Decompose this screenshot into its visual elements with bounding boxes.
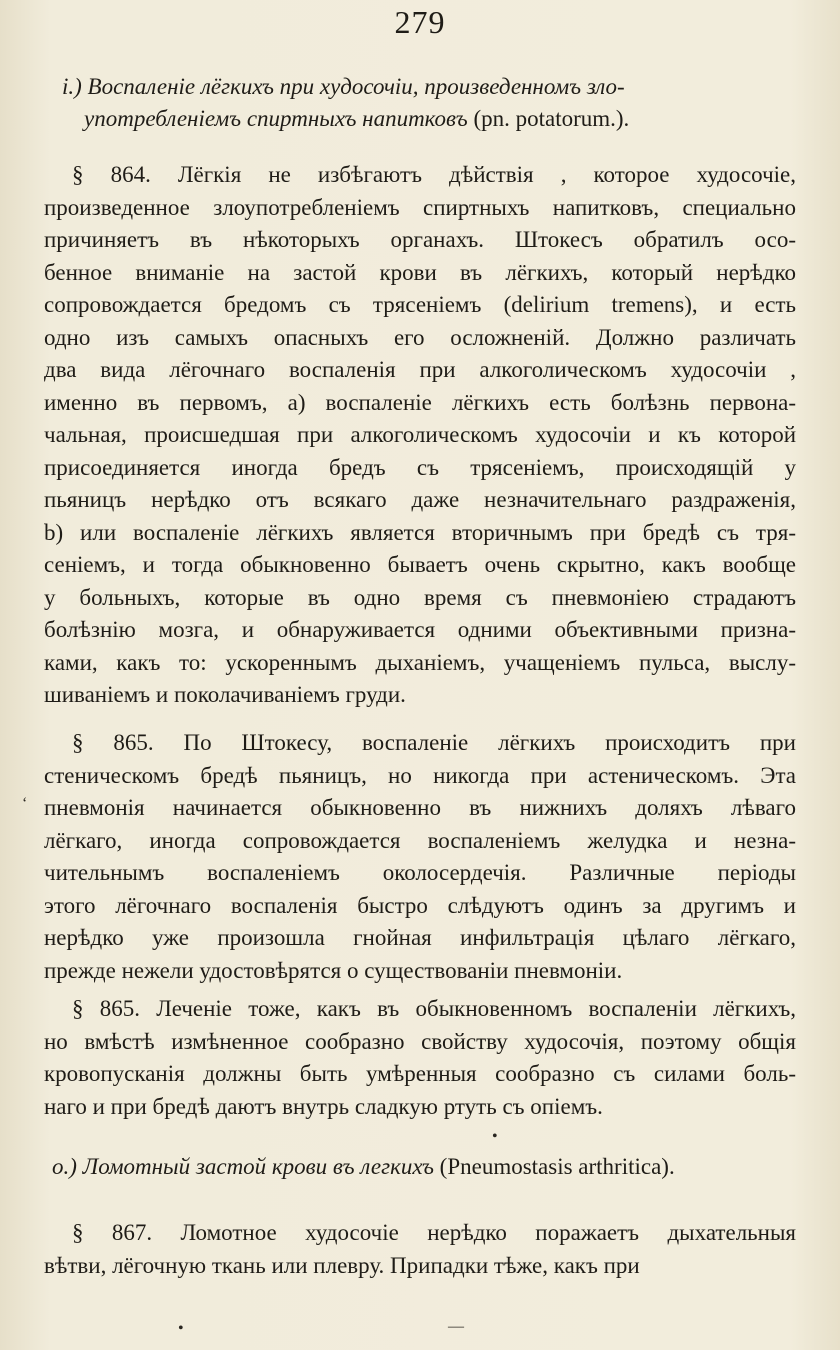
- text-line: сеніемъ, и тогда обыкновенно бываетъ очень скрытно, какъ вообще: [44, 552, 796, 577]
- text-line: но вмѣстѣ измѣненное сообразно свойству худосочія, поэтому общія: [44, 1028, 796, 1054]
- ink-dot: •: [178, 1320, 184, 1337]
- text-line: кровопусканія должны быть умѣренныя сообразно съ силами боль-: [44, 1061, 796, 1086]
- text-line: бенное вниманіе на застой крови въ лёгкихъ, который нерѣдко: [44, 259, 796, 285]
- text-line: b) или воспаленіе лёгкихъ является вторичнымъ при бредѣ съ тря-: [44, 519, 796, 545]
- text-line: два вида лёгочнаго воспаленія при алкоголическомъ худосочіи ,: [44, 357, 796, 382]
- text-line: пневмонія начинается обыкновенно въ нижнихъ доляхъ лѣваго: [44, 795, 796, 820]
- text-line: одно изъ самыхъ опасныхъ его осложненій. Должно различать: [44, 324, 796, 350]
- page-number: 279: [394, 4, 446, 40]
- text-line: наго и при бредѣ даютъ внутрь сладкую ртуть съ опіемъ.: [44, 1093, 603, 1119]
- text-line: стеническомъ бредѣ пьяницъ, но никогда при астеническомъ. Эта: [44, 762, 796, 788]
- text-line: ками, какъ то: ускореннымъ дыханіемъ, учащеніемъ пульса, выслу-: [44, 649, 796, 675]
- text-line: чальная, происшедшая при алкоголическомъ худосочіи и къ которой: [44, 422, 796, 447]
- text-line: вѣтви, лёгочную ткань или плевру. Припадки тѣже, какъ при: [44, 1252, 640, 1278]
- text-line: пьяницъ нерѣдко отъ всякаго даже незначительнаго раздраженія,: [44, 487, 796, 512]
- text-line: причиняетъ въ нѣкоторыхъ органахъ. Штокесъ обратилъ осо-: [44, 227, 796, 252]
- text-line: произведенное злоупотребленіемъ спиртныхъ напитковъ, специально: [44, 194, 796, 220]
- heading-i-line-2: [84, 104, 836, 134]
- ink-dash: —: [448, 1318, 464, 1335]
- text-line: § 864. Лёгкія не избѣгаютъ дѣйствія , которое худосочіе,: [72, 162, 796, 187]
- heading-o-latin: (Pneumostasis arthritica).: [433, 1154, 675, 1179]
- text-line: лёгкаго, иногда сопровождается воспаленіемъ желудка и незна-: [44, 827, 796, 853]
- text-line: шиваніемъ и поколачиваніемъ груди.: [44, 682, 406, 707]
- heading-i-latin: (pn. potatorum.).: [467, 106, 630, 131]
- text-line: прежде нежели удостовѣрятся о существованіи пневмоніи.: [44, 957, 623, 983]
- text-line: у больныхъ, которые въ одно время съ пневмоніею страдаютъ: [44, 584, 796, 610]
- text-line: присоединяется иногда бредъ съ трясеніемъ, происходящій у: [44, 454, 796, 480]
- heading-i-line-1: i.) Воспаленіе лёгкихъ при худосочіи, произведенномъ зло-: [62, 74, 625, 99]
- heading-o: [52, 1152, 804, 1182]
- text-line: § 867. Ломотное худосочіе нерѣдко поражаетъ дыхательныя: [72, 1220, 796, 1245]
- margin-mark: ʻ: [22, 795, 28, 812]
- text-line: нерѣдко уже произошла гнойная инфильтрація цѣлаго лёгкаго,: [44, 925, 796, 950]
- text-line: § 865. По Штокесу, воспаленіе лёгкихъ происходитъ при: [72, 730, 796, 755]
- text-line: сопровождается бредомъ съ трясеніемъ (delirium tremens), и есть: [44, 292, 796, 317]
- heading-o-italic: o.) Ломотный застой крови въ легкихъ: [52, 1154, 434, 1179]
- heading-i-italic: употребленіемъ спиртныхъ напитковъ: [84, 106, 468, 131]
- text-line: чительнымъ воспаленіемъ околосердечія. Различные періоды: [44, 860, 796, 885]
- text-line: болѣзнію мозга, и обнаруживается одними объективными призна-: [44, 617, 796, 642]
- text-line: § 865. Леченіе тоже, какъ въ обыкновенномъ воспаленіи лёгкихъ,: [72, 996, 796, 1021]
- text-line: этого лёгочнаго воспаленія быстро слѣдуютъ одинъ за другимъ и: [44, 892, 796, 918]
- ink-dot: •: [492, 1128, 498, 1145]
- text-line: именно въ первомъ, a) воспаленіе лёгкихъ есть болѣзнь первона-: [44, 389, 796, 415]
